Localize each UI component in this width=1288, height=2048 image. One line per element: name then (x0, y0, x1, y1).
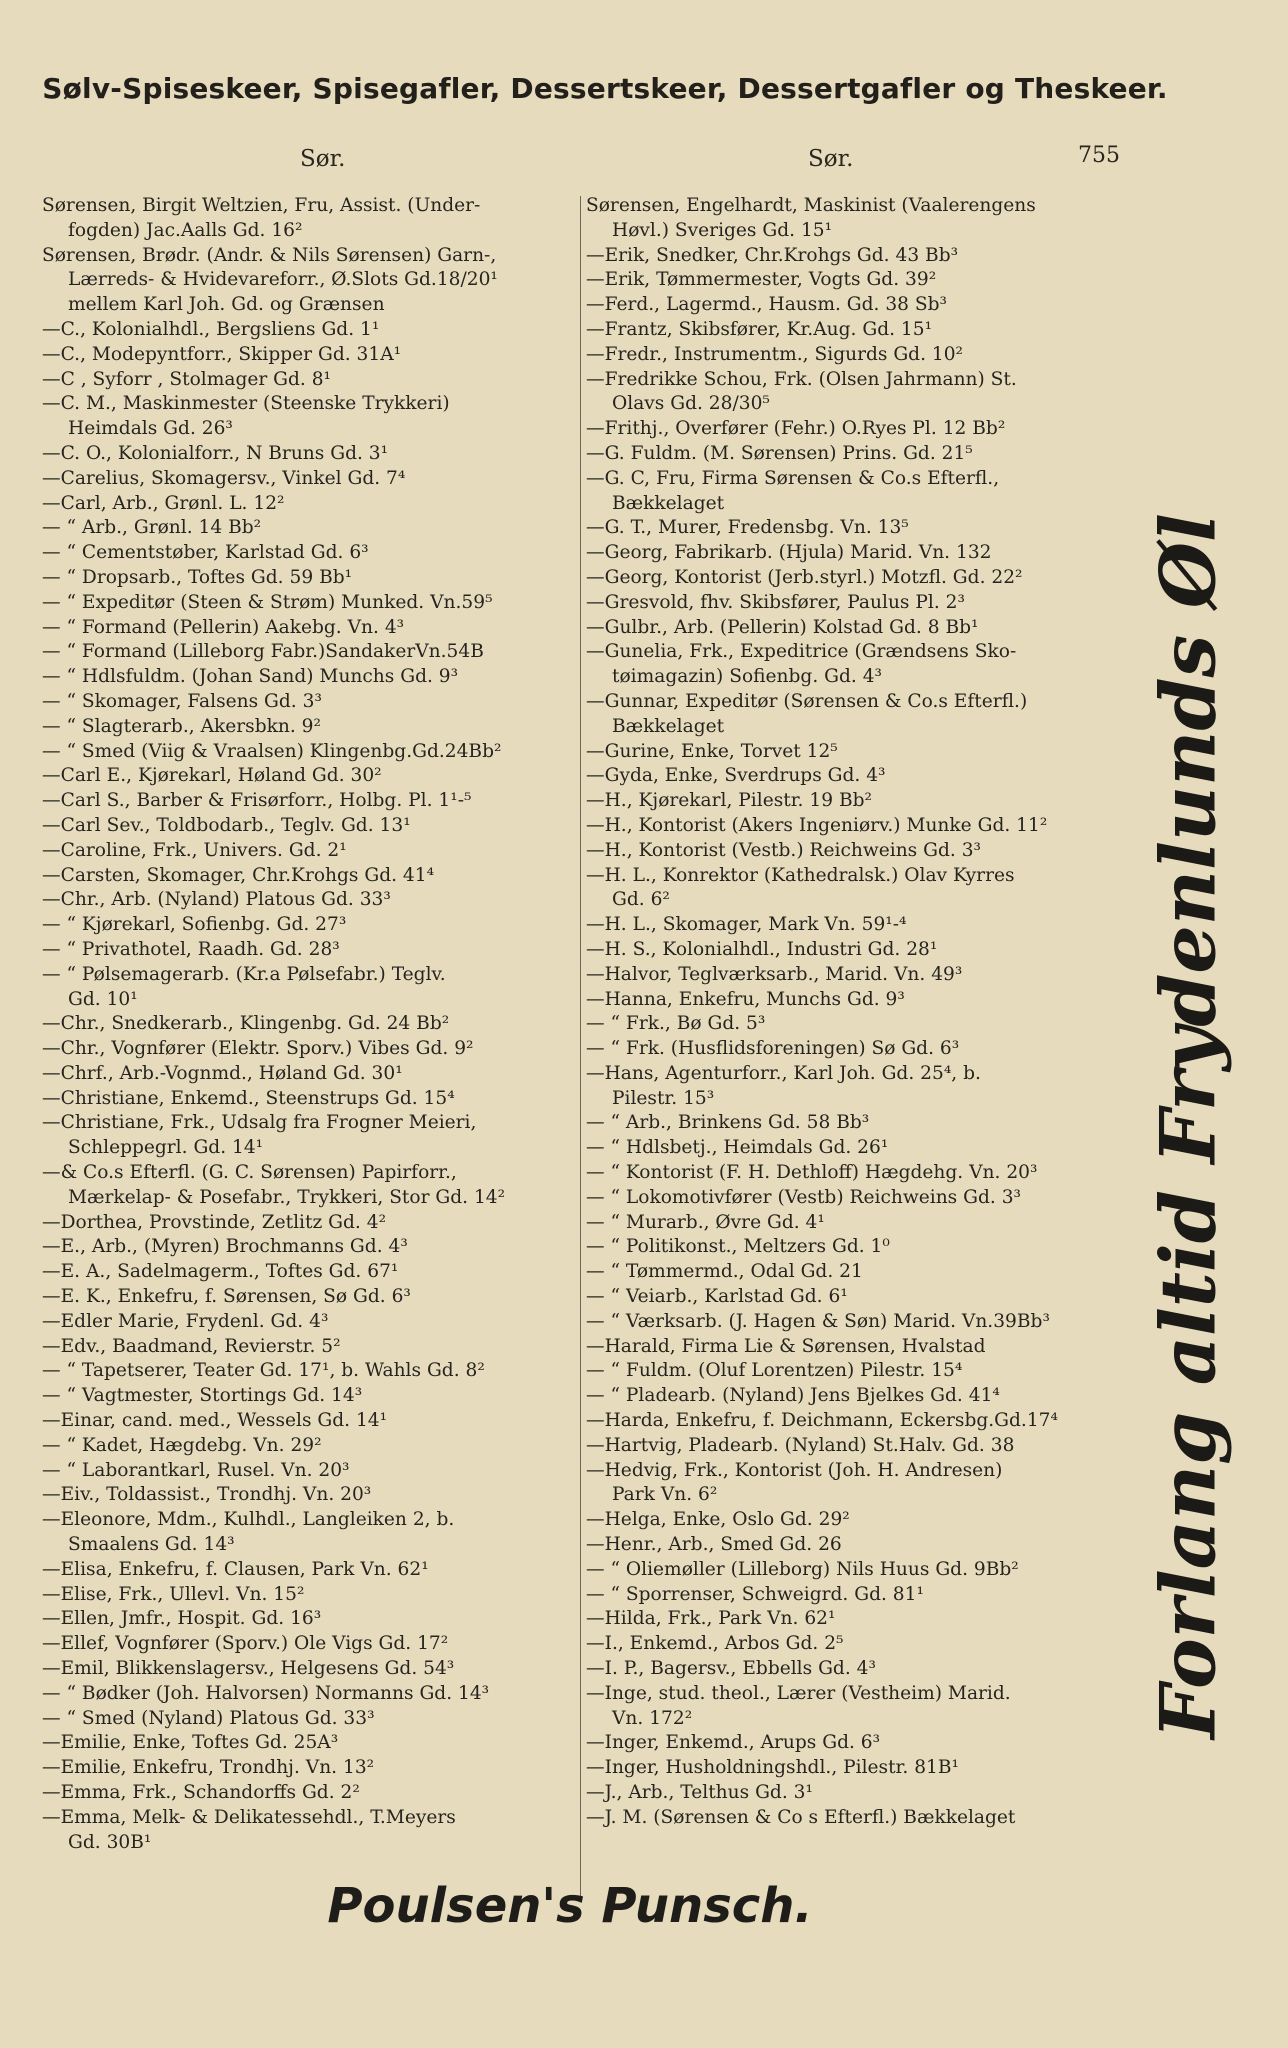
column-divider (580, 196, 581, 1896)
directory-entry: —Harda, Enkefru, f. Deichmann, Eckersbg.Gd.17⁴ (586, 1410, 1058, 1432)
directory-entry: —Hedvig, Frk., Kontorist (Joh. H. Andresen) (586, 1459, 1003, 1481)
directory-entry: —Einar, cand. med., Wessels Gd. 14¹ (42, 1410, 388, 1432)
directory-entry: —Gresvold, fhv. Skibsfører, Paulus Pl. 2³ (586, 591, 965, 613)
directory-entry: —Gulbr., Arb. (Pellerin) Kolstad Gd. 8 Bb¹ (586, 616, 979, 638)
directory-entry: —C. O., Kolonialforr., N Bruns Gd. 3¹ (42, 442, 389, 464)
directory-entry: Gd. 6² (612, 889, 670, 911)
directory-entry: Smaalens Gd. 14³ (68, 1534, 235, 1556)
directory-entry: —C. M., Maskinmester (Steenske Trykkeri) (42, 393, 450, 415)
directory-entry: —Erik, Snedker, Chr.Krohgs Gd. 43 Bb³ (586, 244, 959, 266)
directory-entry: — “ Slagterarb., Akersbkn. 9² (42, 715, 321, 737)
directory-entry: — “ Formand (Lilleborg Fabr.)SandakerVn.54B (42, 641, 484, 663)
directory-entry: —Emilie, Enkefru, Trondhj. Vn. 13² (42, 1757, 375, 1779)
directory-entry: —Dorthea, Provstinde, Zetlitz Gd. 4² (42, 1211, 387, 1233)
directory-entry: —H., Kontorist (Akers Ingeniørv.) Munke Gd. 11² (586, 814, 1048, 836)
directory-entry: —C., Modepyntforr., Skipper Gd. 31A¹ (42, 343, 402, 365)
directory-entry: — “ Pølsemagerarb. (Kr.a Pølsefabr.) Teglv. (42, 963, 446, 985)
directory-entry: — “ Tapetserer, Teater Gd. 17¹, b. Wahls Gd. 8² (42, 1360, 485, 1382)
directory-entry: Heimdals Gd. 26³ (68, 418, 233, 440)
directory-entry: —Carl, Arb., Grønl. L. 12² (42, 492, 285, 514)
side-advertisement: Forlang altid Frydenlunds Øl (1143, 513, 1233, 1739)
directory-entry: —Caroline, Frk., Univers. Gd. 2¹ (42, 839, 347, 861)
directory-entry: —Georg, Kontorist (Jerb.styrl.) Motzfl. Gd. 22² (586, 566, 1023, 588)
directory-entry: —Gyda, Enke, Sverdrups Gd. 4³ (586, 765, 886, 787)
directory-entry: —Christiane, Frk., Udsalg fra Frogner Meieri, (42, 1112, 477, 1134)
directory-entry: —G. Fuldm. (M. Sørensen) Prins. Gd. 21⁵ (586, 442, 973, 464)
directory-entry: —Inger, Husholdningshdl., Pilestr. 81B¹ (586, 1757, 959, 1779)
directory-entry: —Ellef, Vognfører (Sporv.) Ole Vigs Gd. 17² (42, 1633, 449, 1655)
directory-entry: — “ Privathotel, Raadh. Gd. 28³ (42, 938, 340, 960)
directory-entry: —Frithj., Overfører (Fehr.) O.Ryes Pl. 12 Bb² (586, 418, 1006, 440)
directory-entry: —Frantz, Skibsfører, Kr.Aug. Gd. 15¹ (586, 318, 933, 340)
directory-entry: —Hartvig, Pladearb. (Nyland) St.Halv. Gd. 38 (586, 1434, 1015, 1456)
right-column-heading: Sør. (808, 146, 854, 172)
directory-entry: Schleppegrl. Gd. 14¹ (68, 1137, 264, 1159)
directory-entry: —Christiane, Enkemd., Steenstrups Gd. 15⁴ (42, 1087, 455, 1109)
directory-entry: —I. P., Bagersv., Ebbells Gd. 4³ (586, 1658, 876, 1680)
directory-entry: —Carl S., Barber & Frisørforr., Holbg. Pl. 1¹-⁵ (42, 790, 472, 812)
directory-entry: —Eiv., Toldassist., Trondhj. Vn. 20³ (42, 1484, 372, 1506)
directory-entry: —H., Kjørekarl, Pilestr. 19 Bb² (586, 790, 872, 812)
directory-entry: — “ Arb., Brinkens Gd. 58 Bb³ (586, 1112, 870, 1134)
directory-entry: —Emma, Melk- & Delikatessehdl., T.Meyers (42, 1806, 456, 1828)
directory-entry: —Henr., Arb., Smed Gd. 26 (586, 1534, 842, 1556)
directory-entry: Olavs Gd. 28/30⁵ (612, 393, 770, 415)
directory-entry: —H. L., Konrektor (Kathedralsk.) Olav Kyrres (586, 864, 1015, 886)
directory-entry: —Carl E., Kjørekarl, Høland Gd. 30² (42, 765, 382, 787)
directory-entry: —Edler Marie, Frydenl. Gd. 4³ (42, 1310, 329, 1332)
directory-entry: —Erik, Tømmermester, Vogts Gd. 39² (586, 269, 937, 291)
directory-entry: —Hilda, Frk., Park Vn. 62¹ (586, 1608, 836, 1630)
directory-entry: — “ Smed (Viig & Vraalsen) Klingenbg.Gd.24Bb² (42, 740, 502, 762)
directory-entry: —Helga, Enke, Oslo Gd. 29² (586, 1509, 850, 1531)
directory-entry: —Georg, Fabrikarb. (Hjula) Marid. Vn. 132 (586, 542, 992, 564)
directory-entry: Mærkelap- & Posefabr., Trykkeri, Stor Gd. 14² (68, 1186, 506, 1208)
directory-entry: —E., Arb., (Myren) Brochmanns Gd. 4³ (42, 1236, 408, 1258)
directory-entry: —Hans, Agenturforr., Karl Joh. Gd. 25⁴, b. (586, 1062, 981, 1084)
directory-entry: —G. C, Fru, Firma Sørensen & Co.s Efterfl., (586, 467, 1000, 489)
directory-entry: — “ Murarb., Øvre Gd. 4¹ (586, 1211, 825, 1233)
directory-entry: —H. L., Skomager, Mark Vn. 59¹-⁴ (586, 914, 907, 936)
directory-entry: —I., Enkemd., Arbos Gd. 2⁵ (586, 1633, 844, 1655)
directory-entry: —Carsten, Skomager, Chr.Krohgs Gd. 41⁴ (42, 864, 435, 886)
directory-entry: —Elisa, Enkefru, f. Clausen, Park Vn. 62¹ (42, 1558, 429, 1580)
directory-entry: Gd. 30B¹ (68, 1831, 152, 1853)
directory-entry: —Chrf., Arb.-Vognmd., Høland Gd. 30¹ (42, 1062, 403, 1084)
directory-entry: —J., Arb., Telthus Gd. 3¹ (586, 1782, 813, 1803)
directory-entry: —Emil, Blikkenslagersv., Helgesens Gd. 54³ (42, 1658, 455, 1680)
directory-entry: —Carelius, Skomagersv., Vinkel Gd. 7⁴ (42, 467, 406, 489)
directory-entry: —Carl Sev., Toldbodarb., Teglv. Gd. 13¹ (42, 814, 411, 836)
directory-entry: Bækkelaget (612, 492, 725, 514)
directory-entry: — “ Kadet, Hægdebg. Vn. 29² (42, 1434, 322, 1456)
directory-entry: —Gurine, Enke, Torvet 12⁵ (586, 740, 838, 762)
directory-entry: — “ Formand (Pellerin) Aakebg. Vn. 4³ (42, 616, 405, 638)
directory-entry: —Gunnar, Expeditør (Sørensen & Co.s Efterfl.) (586, 690, 1028, 712)
directory-entry: — “ Lokomotivfører (Vestb) Reichweins Gd. 3³ (586, 1186, 1021, 1208)
right-column (586, 194, 1126, 1831)
left-column (42, 194, 580, 1855)
directory-entry: —Emilie, Enke, Toftes Gd. 25A³ (42, 1732, 339, 1754)
directory-entry: Park Vn. 6² (612, 1484, 718, 1506)
directory-entry: Pilestr. 15³ (612, 1087, 715, 1109)
directory-entry: —& Co.s Efterfl. (G. C. Sørensen) Papirforr., (42, 1162, 457, 1184)
directory-entry: —Chr., Arb. (Nyland) Platous Gd. 33³ (42, 889, 391, 911)
directory-entry: Lærreds- & Hvidevareforr., Ø.Slots Gd.18/20¹ (68, 269, 498, 291)
directory-entry: — “ Laborantkarl, Rusel. Vn. 20³ (42, 1459, 350, 1481)
directory-entry: —Chr., Vognfører (Elektr. Sporv.) Vibes Gd. 9² (42, 1038, 474, 1060)
directory-entry: — “ Pladearb. (Nyland) Jens Bjelkes Gd. 41⁴ (586, 1385, 1000, 1407)
directory-entry: —Eleonore, Mdm., Kulhdl., Langleiken 2, b. (42, 1509, 455, 1531)
directory-entry: Høvl.) Sveriges Gd. 15¹ (612, 219, 833, 241)
directory-entry: — “ Fuldm. (Oluf Lorentzen) Pilestr. 15⁴ (586, 1360, 963, 1382)
directory-entry: — “ Kjørekarl, Sofienbg. Gd. 27³ (42, 914, 347, 936)
directory-entry: — “ Politikonst., Meltzers Gd. 1⁰ (586, 1236, 890, 1258)
directory-entry: —G. T., Murer, Fredensbg. Vn. 13⁵ (586, 517, 909, 539)
directory-entry: —H. S., Kolonialhdl., Industri Gd. 28¹ (586, 938, 938, 960)
directory-entry: —Fredrikke Schou, Frk. (Olsen Jahrmann) St. (586, 368, 1017, 390)
directory-entry: — “ Frk., Bø Gd. 5³ (586, 1013, 766, 1035)
directory-entry: — “ Bødker (Joh. Halvorsen) Normanns Gd. 14³ (42, 1682, 490, 1704)
directory-entry: — “ Tømmermd., Odal Gd. 21 (586, 1261, 863, 1283)
directory-entry: —Ferd., Lagermd., Hausm. Gd. 38 Sb³ (586, 294, 948, 316)
directory-entry: — “ Hdlsfuldm. (Johan Sand) Munchs Gd. 9³ (42, 666, 459, 688)
directory-entry: —C., Kolonialhdl., Bergsliens Gd. 1¹ (42, 318, 380, 340)
left-column-heading: Sør. (300, 146, 346, 172)
directory-entry: Gd. 10¹ (68, 988, 138, 1010)
directory-entry: —E. A., Sadelmagerm., Toftes Gd. 67¹ (42, 1261, 399, 1283)
directory-entry: —H., Kontorist (Vestb.) Reichweins Gd. 3³ (586, 839, 981, 861)
directory-entry: —Elise, Frk., Ullevl. Vn. 15² (42, 1583, 305, 1605)
directory-entry: — “ Frk. (Husflidsforeningen) Sø Gd. 6³ (586, 1038, 960, 1060)
directory-entry: — “ Vagtmester, Stortings Gd. 14³ (42, 1385, 363, 1407)
directory-entry: —Ellen, Jmfr., Hospit. Gd. 16³ (42, 1608, 322, 1630)
directory-entry: mellem Karl Joh. Gd. og Grænsen (68, 294, 385, 316)
directory-entry: —C , Syforr , Stolmager Gd. 8¹ (42, 368, 332, 390)
directory-entry: — “ Cementstøber, Karlstad Gd. 6³ (42, 542, 369, 564)
directory-entry: —E. K., Enkefru, f. Sørensen, Sø Gd. 6³ (42, 1286, 411, 1308)
directory-entry: — “ Smed (Nyland) Platous Gd. 33³ (42, 1707, 375, 1729)
directory-entry: — “ Oliemøller (Lilleborg) Nils Huus Gd. 9Bb² (586, 1558, 1019, 1580)
directory-entry: — “ Værksarb. (J. Hagen & Søn) Marid. Vn.39Bb³ (586, 1310, 1050, 1332)
directory-entry: —J. M. (Sørensen & Co s Efterfl.) Bækkelaget (586, 1806, 1016, 1828)
directory-entry: Bækkelaget (612, 715, 725, 737)
directory-entry: — “ Kontorist (F. H. Dethloff) Hægdehg. Vn. 20³ (586, 1162, 1038, 1184)
directory-entry: —Harald, Firma Lie & Sørensen, Hvalstad (586, 1335, 986, 1357)
directory-entry: —Inger, Enkemd., Arups Gd. 6³ (586, 1732, 881, 1754)
directory-entry: Sørensen, Brødr. (Andr. & Nils Sørensen) Garn-, (42, 244, 497, 266)
directory-entry: Sørensen, Birgit Weltzien, Fru, Assist. (Under- (42, 195, 481, 216)
directory-entry: —Halvor, Teglværksarb., Marid. Vn. 49³ (586, 963, 963, 985)
directory-entry: — “ Hdlsbetj., Heimdals Gd. 26¹ (586, 1137, 889, 1159)
directory-entry: —Fredr., Instrumentm., Sigurds Gd. 10² (586, 343, 964, 365)
directory-entry: —Hanna, Enkefru, Munchs Gd. 9³ (586, 988, 905, 1010)
directory-entry: Vn. 172² (612, 1707, 693, 1729)
directory-entry: — “ Arb., Grønl. 14 Bb² (42, 517, 262, 539)
directory-entry: —Emma, Frk., Schandorffs Gd. 2² (42, 1782, 360, 1803)
page-number: 755 (1078, 143, 1120, 168)
directory-entry: — “ Skomager, Falsens Gd. 3³ (42, 690, 322, 712)
directory-entry: fogden) Jac.Aalls Gd. 16² (68, 219, 303, 241)
directory-entry: tøimagazin) Sofienbg. Gd. 4³ (612, 666, 882, 688)
directory-entry: — “ Expeditør (Steen & Strøm) Munked. Vn.59⁵ (42, 591, 493, 613)
directory-entry: —Edv., Baadmand, Revierstr. 5² (42, 1335, 341, 1357)
directory-entry: —Chr., Snedkerarb., Klingenbg. Gd. 24 Bb² (42, 1013, 450, 1035)
directory-entry: —Inge, stud. theol., Lærer (Vestheim) Marid. (586, 1682, 1011, 1704)
directory-entry: — “ Sporrenser, Schweigrd. Gd. 81¹ (586, 1583, 924, 1605)
directory-entry: Sørensen, Engelhardt, Maskinist (Vaalerengens (586, 195, 1036, 216)
directory-entry: — “ Veiarb., Karlstad Gd. 6¹ (586, 1286, 848, 1308)
directory-entry: — “ Dropsarb., Toftes Gd. 59 Bb¹ (42, 566, 353, 588)
bottom-advertisement: Poulsen's Punsch. (327, 1878, 813, 1934)
top-advertisement: Sølv-Spiseskeer, Spisegafler, Dessertskeer, Dessertgafler og Theskeer. (42, 72, 1168, 105)
directory-entry: —Gunelia, Frk., Expeditrice (Grændsens Sko- (586, 641, 1017, 663)
